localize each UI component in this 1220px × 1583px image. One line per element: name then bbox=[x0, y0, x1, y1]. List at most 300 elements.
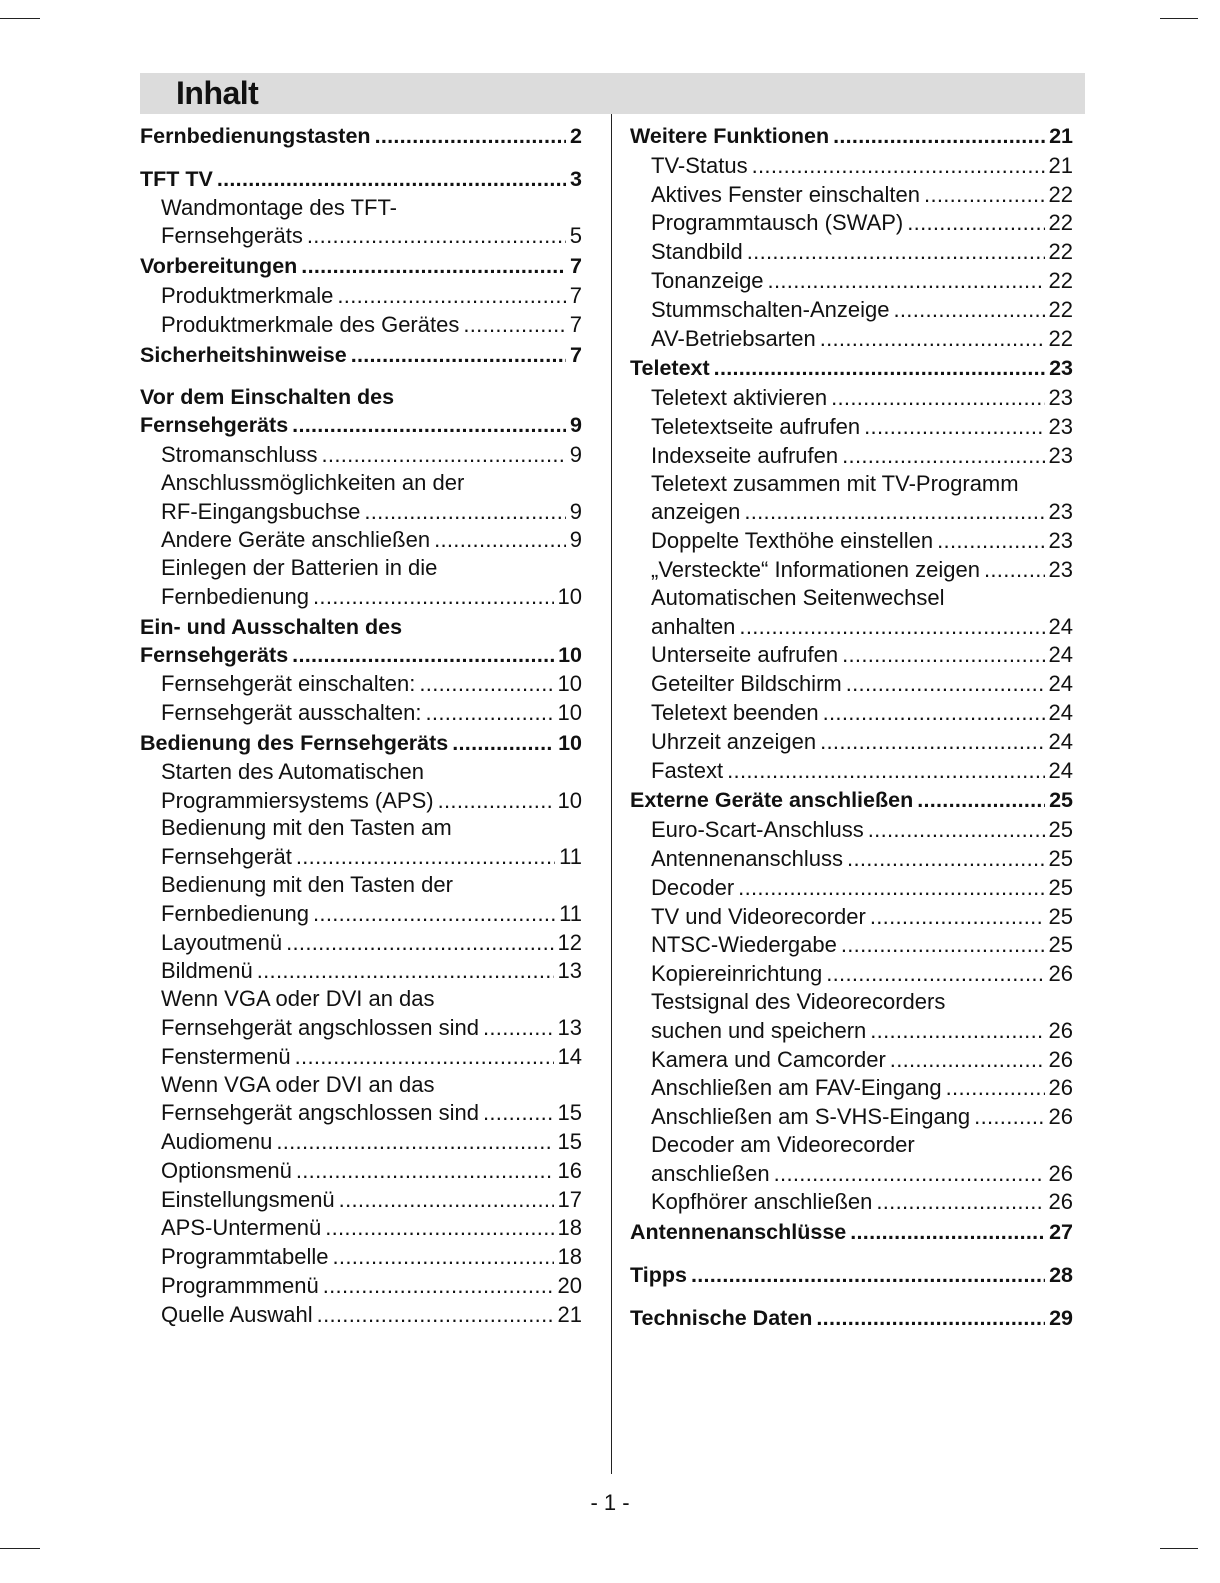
toc-entry[interactable] bbox=[630, 641, 1073, 669]
toc-entry-title: Teletext beenden bbox=[651, 699, 819, 725]
toc-entry-page: 18 bbox=[557, 1244, 582, 1270]
toc-entry-page: 23 bbox=[1048, 499, 1073, 525]
toc-entry-page: 12 bbox=[557, 929, 582, 955]
toc-entry[interactable] bbox=[630, 1103, 1073, 1131]
toc-entry-page: 21 bbox=[557, 1301, 582, 1327]
toc-entry[interactable] bbox=[630, 413, 1073, 441]
dot-leader bbox=[295, 1043, 554, 1071]
toc-entry-page: 25 bbox=[1048, 932, 1073, 958]
toc-entry-title: Kopiereinrichtung bbox=[651, 961, 823, 987]
toc-entry-title: Externe Geräte anschließen bbox=[630, 788, 914, 813]
toc-entry-title: Indexseite aufrufen bbox=[651, 442, 839, 468]
toc-entry[interactable] bbox=[630, 613, 1073, 641]
dot-leader bbox=[325, 1214, 553, 1242]
toc-entry[interactable] bbox=[140, 1043, 582, 1071]
dot-leader bbox=[333, 1243, 554, 1271]
toc-entry-page: 16 bbox=[557, 1157, 582, 1183]
toc-entry-page: 22 bbox=[1048, 181, 1073, 207]
toc-entry-title: Fernbedienung bbox=[161, 900, 310, 926]
toc-left-column bbox=[140, 120, 582, 1329]
toc-subsection bbox=[140, 1157, 582, 1185]
toc-entry-title: Fernsehgerät einschalten: bbox=[161, 671, 416, 697]
toc-entry-page: 7 bbox=[569, 282, 582, 308]
toc-entry[interactable] bbox=[630, 296, 1073, 324]
toc-entry-page: 15 bbox=[557, 1129, 582, 1155]
toc-section bbox=[630, 787, 1073, 815]
dot-leader bbox=[823, 699, 1045, 727]
toc-entry-title: Anschließen am S-VHS-Eingang bbox=[651, 1104, 971, 1130]
toc-entry[interactable] bbox=[630, 442, 1073, 470]
toc-subsection bbox=[630, 874, 1073, 902]
toc-entry-title: Geteilter Bildschirm bbox=[651, 671, 842, 697]
dot-leader bbox=[876, 1188, 1044, 1216]
dot-leader bbox=[364, 498, 565, 526]
toc-subsection bbox=[140, 814, 582, 871]
toc-entry-page: 23 bbox=[1048, 385, 1073, 411]
toc-entry-title-line: Ein- und Ausschalten des bbox=[140, 614, 403, 639]
dot-leader bbox=[301, 253, 566, 281]
toc-entry-title: Decoder bbox=[651, 874, 735, 900]
toc-entry[interactable] bbox=[630, 1017, 1073, 1045]
dot-leader bbox=[307, 222, 566, 250]
toc-entry-title-line: Einlegen der Batterien in die bbox=[161, 555, 438, 581]
toc-subsection bbox=[630, 442, 1073, 470]
dot-leader bbox=[831, 384, 1044, 412]
toc-entry[interactable] bbox=[630, 845, 1073, 873]
toc-entry-title: Produktmerkmale des Gerätes bbox=[161, 311, 460, 337]
toc-entry[interactable] bbox=[140, 787, 582, 815]
dot-leader bbox=[296, 843, 555, 871]
toc-entry-title: Teletextseite aufrufen bbox=[651, 413, 861, 439]
toc-entry-page: 9 bbox=[569, 498, 582, 524]
dot-leader bbox=[738, 874, 1044, 902]
dot-leader bbox=[774, 1160, 1045, 1188]
toc-entry[interactable] bbox=[140, 900, 582, 928]
dot-leader bbox=[276, 1128, 553, 1156]
dot-leader bbox=[452, 730, 554, 758]
dot-leader bbox=[375, 123, 566, 151]
dot-leader bbox=[313, 583, 554, 611]
toc-entry[interactable] bbox=[630, 874, 1073, 902]
dot-leader bbox=[893, 296, 1044, 324]
toc-subsection bbox=[140, 469, 582, 526]
toc-entry-page: 21 bbox=[1048, 152, 1073, 178]
dot-leader bbox=[842, 442, 1044, 470]
toc-entry-page: 7 bbox=[570, 342, 582, 367]
toc-entry-page: 26 bbox=[1048, 1046, 1073, 1072]
dot-leader bbox=[286, 929, 553, 957]
dot-leader bbox=[323, 1272, 554, 1300]
toc-entry[interactable] bbox=[630, 152, 1073, 180]
crop-mark-top-left bbox=[0, 18, 40, 19]
toc-entry-title-line: Decoder am Videorecorder bbox=[651, 1131, 915, 1157]
toc-subsection bbox=[630, 903, 1073, 931]
toc-entry-title: Standbild bbox=[651, 239, 743, 265]
toc-subsection bbox=[630, 699, 1073, 727]
toc-entry[interactable] bbox=[140, 1272, 582, 1300]
toc-entry-page: 11 bbox=[559, 844, 582, 870]
toc-subsection bbox=[140, 985, 582, 1042]
toc-subsection bbox=[630, 845, 1073, 873]
toc-entry[interactable] bbox=[140, 222, 582, 250]
toc-section bbox=[140, 384, 582, 440]
toc-entry[interactable] bbox=[140, 670, 582, 698]
toc-entry[interactable] bbox=[140, 498, 582, 526]
toc-entry[interactable] bbox=[140, 583, 582, 611]
toc-entry[interactable] bbox=[140, 957, 582, 985]
toc-subsection bbox=[630, 1188, 1073, 1216]
toc-entry[interactable] bbox=[140, 166, 582, 194]
toc-subsection bbox=[140, 1272, 582, 1300]
page-number: - 1 - bbox=[590, 1490, 630, 1515]
toc-subsection bbox=[140, 1128, 582, 1156]
toc-entry-title-line: Vor dem Einschalten des bbox=[140, 385, 395, 410]
toc-entry-page: 21 bbox=[1049, 124, 1073, 148]
dot-leader bbox=[833, 123, 1045, 151]
toc-entry[interactable] bbox=[630, 1046, 1073, 1074]
toc-subsection bbox=[630, 296, 1073, 324]
toc-entry[interactable] bbox=[140, 282, 582, 310]
toc-entry-title: Kamera und Camcorder bbox=[651, 1046, 886, 1072]
toc-subsection bbox=[630, 988, 1073, 1045]
toc-entry-page: 24 bbox=[1048, 757, 1073, 783]
toc-entry[interactable] bbox=[630, 355, 1073, 383]
toc-entry-title: AV-Betriebsarten bbox=[651, 325, 816, 351]
toc-subsection bbox=[140, 282, 582, 310]
toc-subsection bbox=[630, 757, 1073, 785]
dot-leader bbox=[846, 670, 1045, 698]
toc-entry-page: 10 bbox=[558, 730, 582, 755]
toc-entry[interactable] bbox=[630, 1262, 1073, 1290]
dot-leader bbox=[946, 1074, 1045, 1102]
toc-entry-title: Teletext aktivieren bbox=[651, 385, 828, 411]
toc-entry-page: 9 bbox=[569, 527, 582, 553]
toc-entry-page: 17 bbox=[557, 1186, 582, 1212]
toc-entry[interactable] bbox=[630, 931, 1073, 959]
toc-entry[interactable] bbox=[140, 441, 582, 469]
toc-entry-title: Stromanschluss bbox=[161, 441, 318, 467]
toc-entry-title: Fernsehgerät ausschalten: bbox=[161, 700, 422, 726]
toc-subsection bbox=[630, 1046, 1073, 1074]
toc-entry-title: Technische Daten bbox=[630, 1305, 813, 1330]
toc-entry[interactable] bbox=[630, 1074, 1073, 1102]
toc-entry-title-line: Wandmontage des TFT- bbox=[161, 194, 397, 220]
toc-entry[interactable] bbox=[140, 1157, 582, 1185]
toc-subsection bbox=[140, 194, 582, 251]
dot-leader bbox=[727, 757, 1044, 785]
dot-leader bbox=[351, 342, 566, 370]
toc-entry-page: 5 bbox=[569, 223, 582, 249]
toc-entry-title-line: Wenn VGA oder DVI an das bbox=[161, 986, 435, 1012]
toc-entry-page: 3 bbox=[570, 166, 582, 191]
toc-entry-page: 24 bbox=[1048, 642, 1073, 668]
dot-leader bbox=[322, 441, 566, 469]
column-divider bbox=[611, 114, 612, 1474]
toc-subsection bbox=[630, 181, 1073, 209]
toc-entry[interactable] bbox=[630, 325, 1073, 353]
dot-leader bbox=[768, 267, 1045, 295]
toc-entry-title: suchen und speichern bbox=[651, 1017, 867, 1043]
toc-subsection bbox=[630, 641, 1073, 669]
dot-leader bbox=[937, 527, 1044, 555]
toc-entry-title: Kopfhörer anschließen bbox=[651, 1189, 873, 1215]
dot-leader bbox=[714, 355, 1045, 383]
toc-entry-title: TV und Videorecorder bbox=[651, 903, 866, 929]
toc-entry-title: NTSC-Wiedergabe bbox=[651, 932, 837, 958]
toc-entry-page: 10 bbox=[557, 700, 582, 726]
toc-subsection bbox=[140, 1214, 582, 1242]
dot-leader bbox=[868, 816, 1045, 844]
page-title: Inhalt bbox=[176, 75, 259, 111]
toc-entry-title: Sicherheitshinweise bbox=[140, 342, 347, 367]
toc-entry-page: 10 bbox=[557, 671, 582, 697]
toc-subsection bbox=[630, 1131, 1073, 1188]
toc-entry-page: 2 bbox=[570, 124, 582, 148]
dot-leader bbox=[752, 152, 1045, 180]
toc-subsection bbox=[140, 441, 582, 469]
toc-entry[interactable] bbox=[140, 342, 582, 370]
toc-entry-title-line: Anschlussmöglichkeiten an der bbox=[161, 469, 465, 495]
toc-entry[interactable] bbox=[630, 670, 1073, 698]
toc-subsection bbox=[140, 871, 582, 928]
toc-entry-page: 25 bbox=[1048, 903, 1073, 929]
toc-entry[interactable] bbox=[140, 699, 582, 727]
toc-section bbox=[630, 123, 1073, 151]
toc-entry[interactable] bbox=[630, 728, 1073, 756]
toc-subsection bbox=[140, 1043, 582, 1071]
toc-entry[interactable] bbox=[630, 556, 1073, 584]
toc-subsection bbox=[140, 554, 582, 611]
toc-entry[interactable] bbox=[630, 699, 1073, 727]
toc-entry-title: Einstellungsmenü bbox=[161, 1186, 335, 1212]
toc-entry[interactable] bbox=[140, 1014, 582, 1042]
toc-entry[interactable] bbox=[630, 267, 1073, 295]
toc-entry-title-line: Bedienung mit den Tasten der bbox=[161, 871, 453, 897]
toc-entry-title: Stummschalten-Anzeige bbox=[651, 296, 890, 322]
toc-entry-page: 25 bbox=[1048, 874, 1073, 900]
dot-leader bbox=[917, 787, 1045, 815]
toc-entry[interactable] bbox=[630, 1219, 1073, 1247]
dot-leader bbox=[744, 498, 1044, 526]
toc-subsection bbox=[140, 957, 582, 985]
toc-entry[interactable] bbox=[140, 1128, 582, 1156]
toc-section bbox=[630, 1262, 1073, 1290]
toc-entry[interactable] bbox=[630, 209, 1073, 237]
toc-entry-page: 13 bbox=[557, 958, 582, 984]
toc-entry[interactable] bbox=[140, 1301, 582, 1329]
toc-entry-page: 22 bbox=[1048, 325, 1073, 351]
toc-entry[interactable] bbox=[630, 757, 1073, 785]
toc-subsection bbox=[630, 960, 1073, 988]
toc-entry[interactable] bbox=[630, 181, 1073, 209]
toc-entry-page: 24 bbox=[1048, 613, 1073, 639]
toc-entry-page: 26 bbox=[1048, 1104, 1073, 1130]
dot-leader bbox=[747, 238, 1045, 266]
toc-entry[interactable] bbox=[630, 123, 1073, 151]
toc-entry-title: RF-Eingangsbuchse bbox=[161, 498, 361, 524]
dot-leader bbox=[217, 166, 566, 194]
dot-leader bbox=[339, 1186, 554, 1214]
dot-leader bbox=[816, 1305, 1045, 1333]
toc-entry-page: 25 bbox=[1048, 845, 1073, 871]
toc-entry-title: Andere Geräte anschließen bbox=[161, 527, 431, 553]
toc-subsection bbox=[140, 526, 582, 554]
toc-entry-title-line: Bedienung mit den Tasten am bbox=[161, 815, 452, 841]
toc-entry[interactable] bbox=[140, 730, 582, 758]
toc-subsection bbox=[630, 152, 1073, 180]
toc-entry-title: anzeigen bbox=[651, 499, 741, 525]
dot-leader bbox=[438, 787, 554, 815]
toc-subsection bbox=[630, 728, 1073, 756]
toc-entry[interactable] bbox=[630, 787, 1073, 815]
toc-entry-page: 24 bbox=[1048, 699, 1073, 725]
toc-section bbox=[140, 166, 582, 194]
toc-subsection bbox=[140, 758, 582, 815]
toc-entry-title: Bedienung des Fernsehgeräts bbox=[140, 730, 449, 755]
toc-entry[interactable] bbox=[140, 311, 582, 339]
toc-entry[interactable] bbox=[140, 1243, 582, 1271]
toc-entry[interactable] bbox=[140, 843, 582, 871]
toc-entry[interactable] bbox=[630, 384, 1073, 412]
toc-entry-title: Weitere Funktionen bbox=[630, 124, 830, 148]
toc-section bbox=[630, 1305, 1073, 1333]
toc-entry-page: 23 bbox=[1048, 413, 1073, 439]
toc-subsection bbox=[630, 1074, 1073, 1102]
toc-entry[interactable] bbox=[630, 238, 1073, 266]
dot-leader bbox=[974, 1103, 1044, 1131]
toc-entry-page: 26 bbox=[1048, 961, 1073, 987]
toc-entry[interactable] bbox=[630, 1188, 1073, 1216]
toc-subsection bbox=[630, 413, 1073, 441]
toc-entry-page: 11 bbox=[559, 900, 582, 926]
toc-entry-title: Fastext bbox=[651, 757, 724, 783]
toc-entry[interactable] bbox=[140, 526, 582, 554]
toc-entry-page: 24 bbox=[1048, 728, 1073, 754]
toc-entry-page: 20 bbox=[557, 1273, 582, 1299]
toc-entry-page: 9 bbox=[569, 441, 582, 467]
toc-entry[interactable] bbox=[630, 1305, 1073, 1333]
toc-entry-title: Optionsmenü bbox=[161, 1157, 292, 1183]
toc-entry-page: 26 bbox=[1048, 1017, 1073, 1043]
toc-entry-page: 22 bbox=[1048, 267, 1073, 293]
toc-entry-page: 25 bbox=[1048, 817, 1073, 843]
dot-leader bbox=[426, 699, 554, 727]
toc-entry-page: 26 bbox=[1048, 1160, 1073, 1186]
dot-leader bbox=[296, 1157, 554, 1185]
toc-subsection bbox=[630, 527, 1073, 555]
toc-entry-page: 14 bbox=[557, 1043, 582, 1069]
toc-subsection bbox=[630, 384, 1073, 412]
dot-leader bbox=[739, 613, 1044, 641]
toc-entry-title: Fernsehgeräts bbox=[140, 413, 289, 438]
toc-entry[interactable] bbox=[140, 253, 582, 281]
toc-subsection bbox=[630, 267, 1073, 295]
toc-subsection bbox=[630, 931, 1073, 959]
toc-entry-title: Uhrzeit anzeigen bbox=[651, 728, 817, 754]
toc-entry-title: Fernbedienungstasten bbox=[140, 124, 371, 148]
toc-entry[interactable] bbox=[140, 642, 582, 670]
toc-section bbox=[140, 253, 582, 281]
toc-entry-title: Bildmenü bbox=[161, 958, 253, 984]
dot-leader bbox=[924, 181, 1044, 209]
dot-leader bbox=[463, 311, 565, 339]
toc-entry-page: 23 bbox=[1048, 442, 1073, 468]
dot-leader bbox=[257, 957, 554, 985]
toc-entry[interactable] bbox=[630, 903, 1073, 931]
toc-entry-title: Antennenanschlüsse bbox=[630, 1220, 847, 1245]
toc-subsection bbox=[630, 238, 1073, 266]
dot-leader bbox=[864, 413, 1044, 441]
toc-entry-title: Tonanzeige bbox=[651, 267, 764, 293]
toc-entry-page: 22 bbox=[1048, 296, 1073, 322]
dot-leader bbox=[870, 903, 1045, 931]
toc-subsection bbox=[140, 1071, 582, 1128]
dot-leader bbox=[847, 845, 1044, 873]
toc-entry[interactable] bbox=[140, 412, 582, 440]
toc-entry[interactable] bbox=[630, 960, 1073, 988]
toc-entry[interactable] bbox=[630, 498, 1073, 526]
toc-entry-page: 7 bbox=[570, 254, 582, 279]
toc-entry[interactable] bbox=[630, 816, 1073, 844]
toc-entry-title: Teletext bbox=[630, 356, 710, 381]
toc-entry[interactable] bbox=[630, 527, 1073, 555]
toc-entry[interactable] bbox=[140, 1214, 582, 1242]
toc-section bbox=[630, 1219, 1073, 1247]
toc-entry-title: Antennenanschluss bbox=[651, 845, 844, 871]
toc-subsection bbox=[630, 584, 1073, 641]
dot-leader bbox=[820, 325, 1045, 353]
toc-entry-page: 28 bbox=[1049, 1263, 1073, 1288]
toc-entry-title: Tipps bbox=[630, 1263, 687, 1288]
toc-entry-title-line: Starten des Automatischen bbox=[161, 758, 424, 784]
toc-entry-title: Doppelte Texthöhe einstellen bbox=[651, 528, 934, 554]
toc-entry-page: 13 bbox=[557, 1014, 582, 1040]
toc-entry[interactable] bbox=[140, 1186, 582, 1214]
dot-leader bbox=[907, 209, 1044, 237]
toc-entry-title: Euro-Scart-Anschluss bbox=[651, 817, 864, 843]
toc-subsection bbox=[140, 670, 582, 698]
toc-entry-page: 23 bbox=[1048, 556, 1073, 582]
dot-leader bbox=[419, 670, 553, 698]
toc-entry[interactable] bbox=[140, 123, 582, 151]
toc-entry-page: 26 bbox=[1048, 1189, 1073, 1215]
toc-entry-title: Vorbereitungen bbox=[140, 254, 298, 279]
toc-entry[interactable] bbox=[140, 929, 582, 957]
dot-leader bbox=[292, 412, 566, 440]
toc-entry-title: Unterseite aufrufen bbox=[651, 642, 839, 668]
dot-leader bbox=[337, 282, 565, 310]
toc-entry[interactable] bbox=[630, 1160, 1073, 1188]
toc-section bbox=[140, 730, 582, 758]
toc-subsection bbox=[630, 816, 1073, 844]
toc-entry[interactable] bbox=[140, 1099, 582, 1127]
toc-entry-page: 15 bbox=[557, 1100, 582, 1126]
dot-leader bbox=[483, 1099, 554, 1127]
toc-entry-title: Fernsehgeräts bbox=[140, 642, 289, 667]
toc-subsection bbox=[140, 1301, 582, 1329]
dot-leader bbox=[842, 641, 1044, 669]
crop-mark-bottom-right bbox=[1160, 1548, 1198, 1549]
dot-leader bbox=[313, 900, 555, 928]
toc-entry-page: 26 bbox=[1048, 1075, 1073, 1101]
dot-leader bbox=[984, 556, 1045, 584]
toc-entry-title: Fernsehgerät bbox=[161, 844, 292, 870]
toc-entry-page: 22 bbox=[1048, 210, 1073, 236]
toc-subsection bbox=[140, 1243, 582, 1271]
toc-entry-page: 10 bbox=[557, 583, 582, 609]
toc-subsection bbox=[630, 325, 1073, 353]
toc-entry-page: 10 bbox=[558, 642, 582, 667]
